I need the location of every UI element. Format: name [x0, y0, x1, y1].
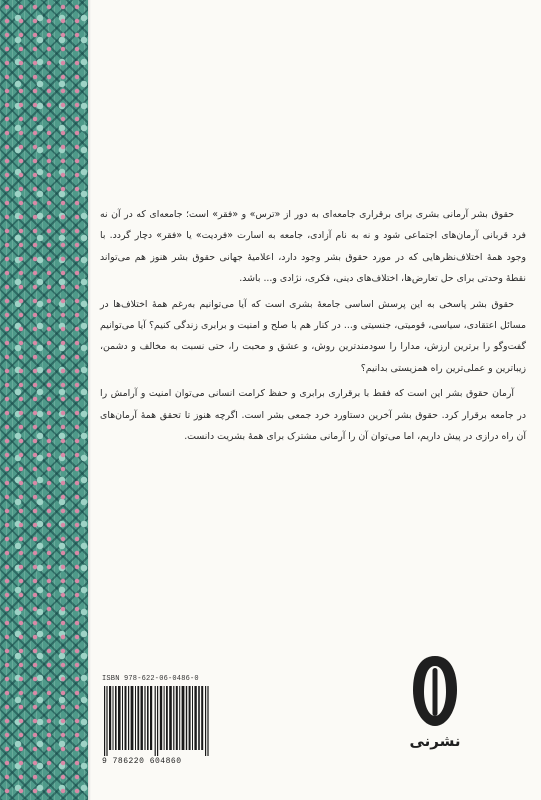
blurb-paragraph-1: حقوق بشر آرمانی بشری برای برقراری جامعه‌ای به دور از «ترس» و «فقر» است؛ جامعه‌ای که در آن نه فرد قربانی آرمان‌های اجتماعی شود و نه به نام آزادی، جامعه به اسارت «فردیت» یا «فقر» دچار گردد. با وجود همهٔ اختلاف‌نظرهایی که در مورد حقوق بشر وجود دارد، اعلامیهٔ جهانی حقوق بشر هنوز هم می‌تواند نقطهٔ وحدتی برای حل تعارض‌ها، اختلاف‌های دینی، فکری، نژادی و... باشد. — [100, 209, 526, 285]
strip-shadow — [88, 0, 91, 800]
decorative-pattern-strip — [0, 0, 88, 800]
isbn-label: ISBN 978-622-06-0486-0 — [102, 675, 199, 683]
publisher-name: نشرنی — [409, 732, 461, 750]
publisher-block — [396, 654, 474, 764]
publisher-logo-icon — [411, 654, 459, 728]
blurb-paragraph-2: حقوق بشر پاسخی به این پرسش اساسی جامعهٔ بشری است که آیا می‌توانیم به‌رغم همهٔ اختلاف‌ها در مسائل اعتقادی، سیاسی، قومیتی، جنسیتی و... در کنار هم با صلح و امنیت و برابری زندگی کنیم؟ آیا می‌توانیم گفت‌وگو را برترین ارزش، مدارا را سودمندترین روش، و عشق و محبت را، حتی نسبت به مخالف و دشمن، زیباترین و عملی‌ترین راه همزیستی بدانیم؟ — [100, 298, 526, 374]
barcode — [102, 674, 216, 774]
blurb-text — [100, 204, 526, 451]
barcode-bars — [102, 686, 212, 756]
barcode-digits: 9 786220 604860 — [102, 757, 182, 766]
blurb-paragraph-3: آرمان حقوق بشر این است که فقط با برقراری برابری و حفظ کرامت انسانی می‌توان امنیت و آرامش را در جامعه برقرار کرد. حقوق بشر آخرین دستاورد خرد جمعی بشر است. اگرچه هنوز تا تحقق همهٔ آرمان‌های آن راه درازی در پیش داریم، اما می‌توان آن را آرمانی مشترک برای همهٔ بشریت دانست. — [100, 388, 526, 443]
